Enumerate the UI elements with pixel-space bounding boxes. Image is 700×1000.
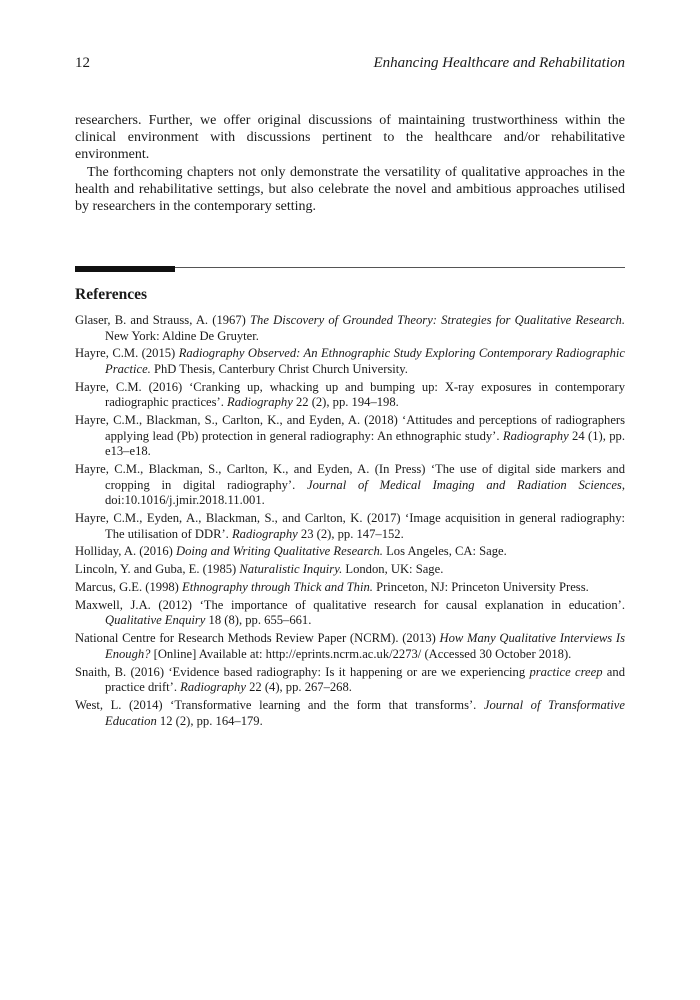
reference-text: Maxwell, J.A. (2012) ‘The importance of qualitative research for causal explanation in education’. (75, 597, 625, 612)
reference-text: 12 (2), pp. 164–179. (156, 713, 263, 728)
reference-text: Holliday, A. (2016) (75, 544, 176, 559)
reference-entry (75, 346, 625, 377)
reference-title: Journal of Transformative Education (105, 697, 625, 728)
paragraph: The forthcoming chapters not only demonstrate the versatility of qualitative approaches in the health and rehabilitative settings, but also celebrate the novel and ambitious approaches utilised by researchers in the contemporary setting. (75, 164, 625, 215)
reference-text: Hayre, C.M., Blackman, S., Carlton, K., and Eyden, A. (2018) ‘Attitudes and perceptions of radiographers applying lead (Pb) protection in general radiography: An ethnographic study’. (75, 413, 625, 443)
reference-entry (75, 462, 625, 509)
reference-text: Hayre, C.M. (2015) (75, 346, 179, 361)
reference-title: Radiography Observed: An Ethnographic Study Exploring Contemporary Radiographic Practice. (105, 346, 625, 376)
reference-entry (75, 380, 625, 411)
section-divider (75, 266, 625, 272)
reference-text: London, UK: Sage. (342, 562, 444, 577)
reference-text: Hayre, C.M. (2016) ‘Cranking up, whacking up and bumping up: X-ray exposures in contemporary radiographic practices’. (75, 379, 625, 410)
reference-entry (75, 413, 625, 460)
reference-entry (75, 511, 625, 542)
reference-text: Los Angeles, CA: Sage. (382, 544, 507, 559)
reference-text: Glaser, B. and Strauss, A. (1967) (75, 313, 251, 327)
reference-text: 23 (2), pp. 147–152. (297, 526, 404, 541)
reference-text: 24 (1), pp. e13–e18. (105, 428, 625, 459)
reference-title: Naturalistic Inquiry. (239, 562, 343, 577)
reference-entry (75, 580, 625, 596)
page-header (75, 55, 625, 72)
reference-entry (75, 313, 625, 344)
reference-text: Snaith, B. (2016) ‘Evidence based radiography: Is it happening or are we experiencing (75, 664, 530, 679)
reference-entry (75, 698, 625, 729)
reference-title: Journal of Medical Imaging and Radiation Sciences (307, 477, 622, 492)
reference-text: New York: Aldine De Gruyter. (105, 328, 259, 343)
reference-text: , doi:10.1016/j.jmir.2018.11.001. (105, 477, 625, 508)
reference-text: 22 (4), pp. 267–268. (245, 680, 352, 695)
reference-title: Qualitative Enquiry (105, 613, 206, 628)
running-title: Enhancing Healthcare and Rehabilitation (373, 55, 625, 71)
reference-text: Lincoln, Y. and Guba, E. (1985) (75, 562, 240, 577)
references-heading: References (75, 286, 148, 303)
paragraph: researchers. Further, we offer original discussions of maintaining trustworthiness within the clinical environment with discussions pertinent to the healthcare and/or rehabilitative environment. (75, 113, 625, 163)
references-list (75, 313, 625, 731)
reference-title: Radiography (502, 428, 569, 443)
reference-entry (75, 631, 625, 662)
divider-accent-bar (75, 266, 175, 272)
body-text (75, 112, 625, 215)
reference-title: How Many Qualitative Interviews Is Enough? (105, 631, 626, 661)
reference-text: and practice drift’. (105, 664, 625, 695)
reference-text: Princeton, NJ: Princeton University Press. (372, 580, 589, 594)
reference-title: Doing and Writing Qualitative Research. (175, 544, 383, 559)
reference-text: Hayre, C.M., Eyden, A., Blackman, S., and Carlton, K. (2017) ‘Image acquisition in general radiography: The utilisation of DDR’. (75, 511, 625, 541)
reference-text: Marcus, G.E. (1998) (75, 580, 183, 594)
reference-title: Ethnography through Thick and Thin. (182, 580, 373, 594)
reference-title: Radiography (227, 395, 293, 410)
reference-entry (75, 562, 625, 578)
reference-entry (75, 544, 625, 560)
reference-entry (75, 665, 625, 696)
page-number: 12 (75, 55, 90, 71)
reference-entry (75, 598, 625, 629)
reference-text: 18 (8), pp. 655–661. (205, 613, 312, 628)
reference-title: Radiography (180, 680, 246, 695)
reference-text: [Online] Available at: http://eprints.ncrm.ac.uk/2273/ (Accessed 30 October 2018). (150, 646, 572, 661)
reference-text: PhD Thesis, Canterbury Christ Church University. (150, 361, 408, 376)
reference-text: West, L. (2014) ‘Transformative learning and the form that transforms’. (75, 697, 484, 712)
reference-text: National Centre for Research Methods Review Paper (NCRM). (2013) (75, 631, 440, 646)
reference-title: practice creep (529, 664, 603, 679)
reference-text: Hayre, C.M., Blackman, S., Carlton, K., and Eyden, A. (In Press) ‘The use of digital side markers and cropping in digital radiography’. (75, 462, 625, 492)
reference-text: 22 (2), pp. 194–198. (292, 395, 399, 410)
reference-title: Radiography (231, 526, 298, 541)
reference-title: The Discovery of Grounded Theory: Strategies for Qualitative Research. (250, 313, 625, 327)
